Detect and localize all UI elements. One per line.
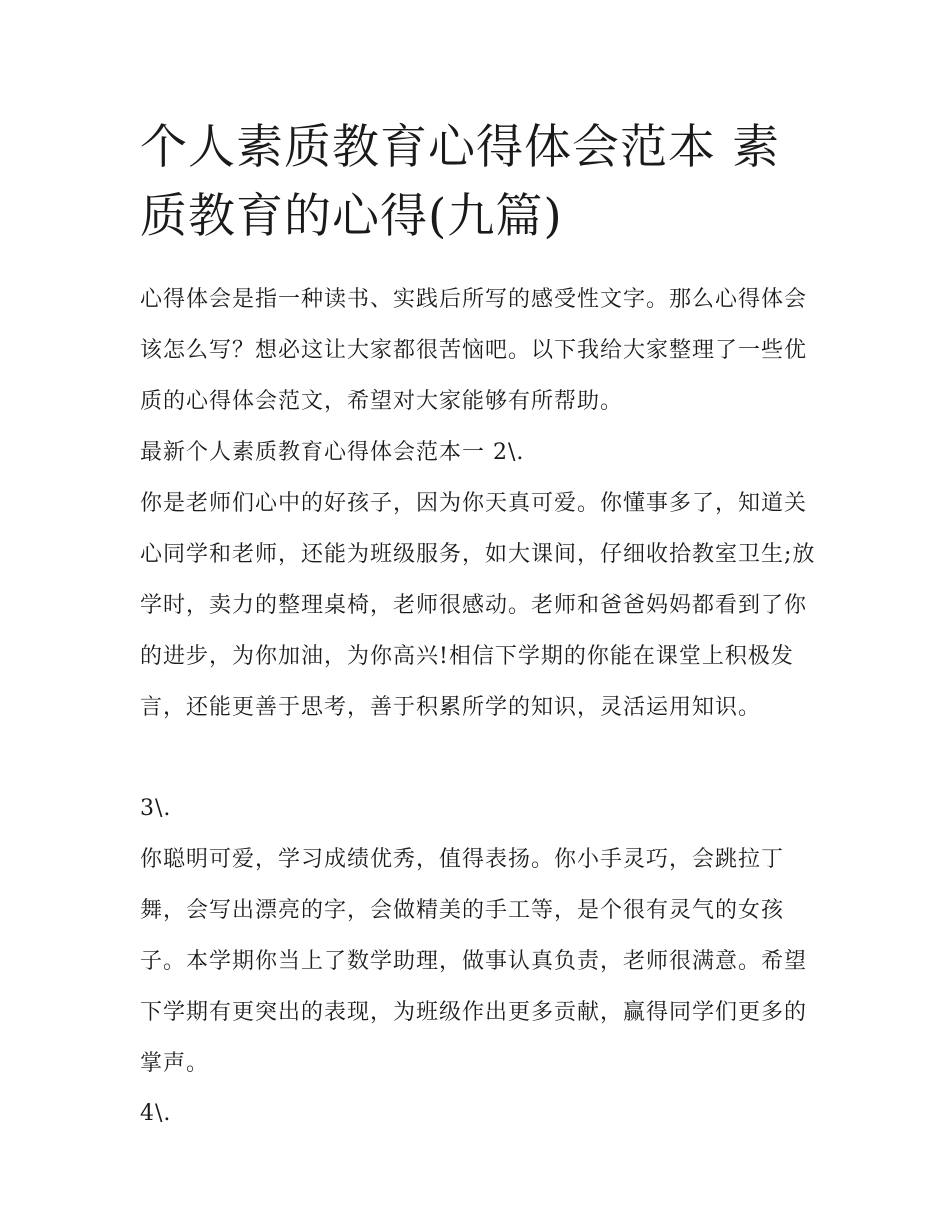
section-paragraph-2: 你聪明可爱，学习成绩优秀，值得表扬。你小手灵巧，会跳拉丁舞，会写出漂亮的字，会做精美的手工等，是个很有灵气的女孩子。本学期你当上了数学助理，做事认真负责，老师很满意。希望下学期有更突出的表现，为班级作出更多贡献，赢得同学们更多的掌声。	[140, 847, 808, 1076]
intro-paragraph: 心得体会是指一种读书、实践后所写的感受性文字。那么心得体会该怎么写？想必这让大家都很苦恼吧。以下我给大家整理了一些优质的心得体会范文，希望对大家能够有所帮助。	[140, 287, 808, 414]
section-heading-3: 4\.	[140, 1101, 172, 1126]
section-heading-2: 3\.	[140, 796, 172, 821]
document-title: 个人素质教育心得体会范本 素质教育的心得(九篇)	[140, 120, 780, 244]
section-heading-1: 最新个人素质教育心得体会范本一 2\.	[140, 440, 525, 465]
section-paragraph-1: 你是老师们心中的好孩子，因为你天真可爱。你懂事多了，知道关心同学和老师，还能为班级服务，如大课间，仔细收拾教室卫生;放学时，卖力的整理桌椅，老师很感动。老师和爸爸妈妈都看到了你的进步，为你加油，为你高兴!相信下学期的你能在课堂上积极发言，还能更善于思考，善于积累所学的知识，灵活运用知识。	[140, 491, 816, 720]
